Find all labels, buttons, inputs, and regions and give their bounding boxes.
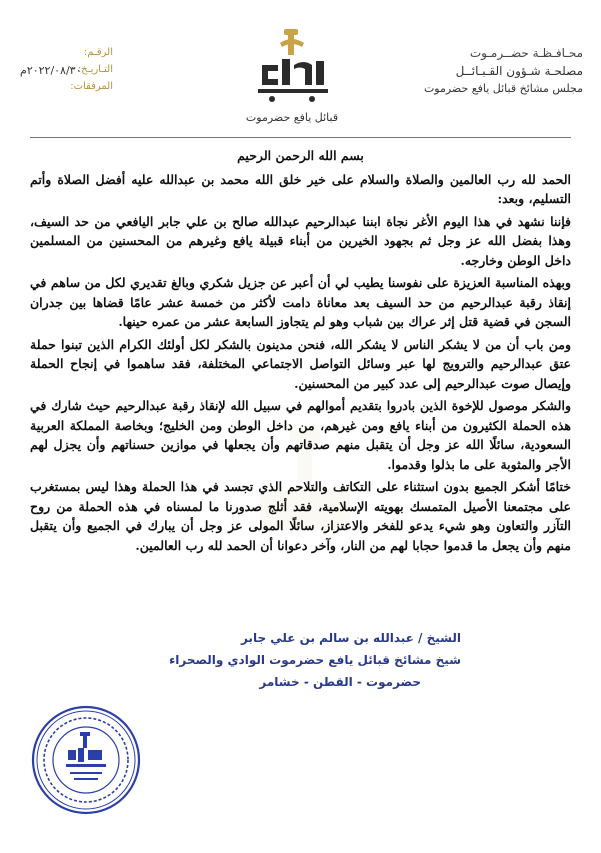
paragraph-closing: ختامًا أشكر الجميع بدون استثناء على التكاتف والتلاحم الذي تجسد في هذا الحملة وهذا ليس بمستغرب على مجتمعنا الأصيل المتمسك بهويته الإسلامية، فقد أثلج صدورنا ما لمسناه في هذه الحملة من روح التآزر والتعاون وهو شيء يدعو للفخر والاعتزاز، سائلًا المولى عز وجل أن يبارك في الجميع وأن يتقبل منهم وأن يجعل ما قدموا حجابا لهم من النار، وآخر دعوانا أن الحمد لله رب العالمين. bbox=[30, 479, 571, 553]
council-logo bbox=[232, 25, 352, 125]
signatory-location: حضرموت - القطن - خشامر bbox=[259, 675, 421, 689]
paragraph-donors-thanks: والشكر موصول للإخوة الذين بادروا بتقديم أموالهم في سبيل الله لإنقاذ رقبة عبدالرحيم حيث شارك في هذه الحملة الكثيرون من أبناء يافع ومن غيرهم، من داخل الوطن ومن الخليج؛ وبخاصة المملكة العربية السعودية، سائلًا الله عز وجل أن يتقبل منهم صدقاتهم وأن يجعلها في موازين حسناتهم وأن يجزل لهم الأجر والمثوبة على ما بذلوا وقدموا. bbox=[30, 398, 571, 472]
official-stamp-icon bbox=[30, 704, 142, 816]
paragraph-campaign-thanks: ومن باب أن من لا يشكر الناس لا يشكر الله، فنحن مدينون بالشكر لكل أولئك الكرام الذين تبنوا حملة عتق عبدالرحيم والترويج لها عبر وسائل التواصل الاجتماعي المختلفة، فقد ساهموا في إنجاح الحملة وإيصال صوت عبدالرحيم إلى عدد كبير من المحسنين. bbox=[30, 336, 571, 391]
date-value: ٢٠٢٢/٠٨/٣٠م bbox=[20, 64, 82, 77]
logo-emblem-icon bbox=[232, 25, 352, 111]
paragraph-announcement: فإننا نشهد في هذا اليوم الأغر نجاة ابننا عبدالرحيم عبدالله صالح بن علي جابر اليافعي من حد السيف، وهذا بفضل الله عز وجل ثم بجهود الخيرين من أبناء قبيلة يافع وغيرهم من المحسنين من المسلمين داخل الوطن وخارجه. bbox=[30, 213, 571, 268]
attachments-label: المرفقات: bbox=[70, 81, 113, 92]
org-tribal-affairs: مصلحـة شـؤون القـبـائــل bbox=[455, 64, 583, 78]
reference-block bbox=[18, 44, 113, 95]
org-governorate: محـافـظـة حضــرمـوت bbox=[469, 46, 583, 60]
signatory-title: شيخ مشائخ قبائل يافع حضرموت الوادي والصحراء bbox=[169, 653, 461, 667]
header-divider bbox=[30, 137, 571, 138]
organization-header bbox=[408, 44, 583, 98]
letter-body bbox=[30, 146, 571, 558]
paragraph-opening: الحمد لله رب العالمين والصلاة والسلام على خير خلق الله محمد بن عبدالله عليه أفضل الصلاة وأتم التسليم، وبعد: bbox=[30, 171, 571, 206]
signature-block bbox=[131, 627, 461, 693]
org-council: مجلس مشائخ قبائل يافع حضرموت bbox=[423, 82, 583, 95]
logo-caption: قبائل يافع حضرموت bbox=[245, 111, 339, 124]
basmala: بسم الله الرحمن الرحيم bbox=[237, 148, 364, 163]
signatory-name: الشيخ / عبدالله بن سالم بن علي جابر bbox=[240, 631, 461, 645]
ref-number-label: الرقـم: bbox=[83, 47, 113, 58]
date-label: التـاريـخ: bbox=[77, 64, 113, 75]
paragraph-gratitude: وبهذه المناسبة العزيزة على نفوسنا يطيب لي أن أعبر عن جزيل شكري وبالغ تقديري لكل من ساهم في إنقاذ رقبة عبدالرحيم من حد السيف بعد معاناة دامت لأكثر من خمسة عشر عامًا قضاها بين جدران السجن في قضية قتل إثر عراك بين شباب وهو لم يتجاوز السابعة عشر من عمره حينها. bbox=[30, 275, 571, 329]
